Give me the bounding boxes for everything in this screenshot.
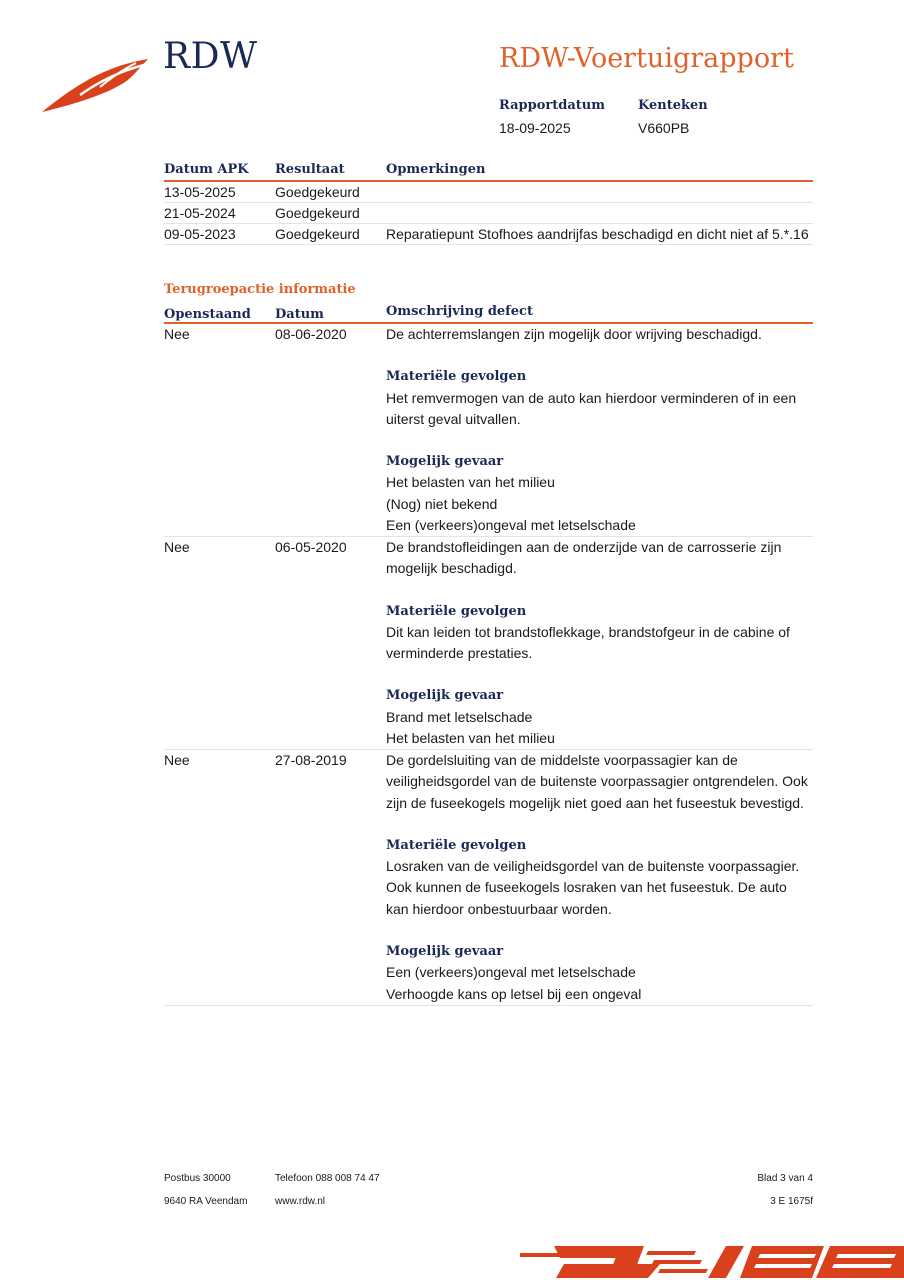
- plate-block: [638, 98, 708, 136]
- apk-result: Goedgekeurd: [275, 184, 360, 200]
- table-row: [164, 324, 813, 537]
- danger-item: Verhoogde kans op letsel bij een ongeval: [386, 985, 642, 1002]
- defect-text: De brandstofleidingen aan de onderzijde van de carrosserie zijn mogelijk beschadigd.: [386, 539, 782, 577]
- recall-description: [386, 324, 813, 536]
- apk-header-date: Datum APK: [164, 162, 249, 177]
- footer-page-number: Blad 3 van 4: [757, 1173, 813, 1184]
- danger-item: Het belasten van het milieu: [386, 474, 555, 491]
- recall-open: Nee: [164, 752, 190, 768]
- logo-text: RDW: [163, 36, 258, 77]
- recall-date: 27-08-2019: [275, 752, 347, 768]
- danger-label: Mogelijk gevaar: [386, 454, 504, 470]
- decorative-stripes-icon: [520, 1244, 904, 1280]
- footer-postbus: Postbus 30000: [164, 1173, 231, 1184]
- apk-date: 21-05-2024: [164, 205, 236, 221]
- recall-description: [386, 750, 813, 1005]
- consequences-label: Materiële gevolgen: [386, 369, 527, 385]
- recall-open: Nee: [164, 326, 190, 342]
- report-date-value: 18-09-2025: [499, 120, 571, 136]
- recall-table-header: [164, 302, 813, 324]
- table-row: [164, 224, 813, 245]
- consequences-text: Losraken van de veiligheidsgordel van de buitenste voorpassagier. Ook kunnen de fuseekogels losraken van het fuseestuk. De auto kan hierdoor onbestuurbaar worden.: [386, 858, 800, 917]
- apk-remark: Reparatiepunt Stofhoes aandrijfas beschadigd en dicht niet af 5.*.16: [386, 226, 809, 242]
- apk-date: 13-05-2025: [164, 184, 236, 200]
- danger-item: Het belasten van het milieu: [386, 730, 555, 747]
- recall-date: 06-05-2020: [275, 539, 347, 555]
- recall-open: Nee: [164, 539, 190, 555]
- footer-phone: Telefoon 088 008 74 47: [275, 1173, 380, 1184]
- footer-city: 9640 RA Veendam: [164, 1196, 248, 1207]
- table-row: [164, 750, 813, 1006]
- consequences-text: Het remvermogen van de auto kan hierdoor verminderen of in een uiterst geval uitvallen.: [386, 389, 797, 427]
- defect-text: De achterremslangen zijn mogelijk door wrijving beschadigd.: [386, 326, 762, 342]
- report-date-label: Rapportdatum: [499, 98, 605, 113]
- apk-header-result: Resultaat: [275, 162, 345, 177]
- consequences-label: Materiële gevolgen: [386, 603, 527, 619]
- defect-text: De gordelsluiting van de middelste voorpassagier kan de veiligheidsgordel van de buitenste voorpassagier ontgrendelen. Ook zijn de fuseekogels mogelijk niet goed aan het fuseestuk bevestigd.: [386, 752, 808, 811]
- recall-date: 08-06-2020: [275, 326, 347, 342]
- danger-item: (Nog) niet bekend: [386, 495, 498, 512]
- table-row: [164, 203, 813, 224]
- danger-item: Brand met letselschade: [386, 708, 533, 725]
- recall-section-title: Terugroepactie informatie: [164, 282, 356, 297]
- recall-table: [164, 302, 813, 1006]
- apk-table: [164, 160, 813, 245]
- plate-value: V660PB: [638, 120, 690, 136]
- danger-label: Mogelijk gevaar: [386, 944, 504, 960]
- recall-header-description: Omschrijving defect: [386, 304, 533, 319]
- apk-result: Goedgekeurd: [275, 205, 360, 221]
- apk-date: 09-05-2023: [164, 226, 236, 242]
- table-row: [164, 537, 813, 750]
- rdw-logo-icon: [40, 55, 150, 115]
- apk-result: Goedgekeurd: [275, 226, 360, 242]
- recall-header-open: Openstaand: [164, 307, 251, 322]
- table-row: [164, 182, 813, 203]
- consequences-label: Materiële gevolgen: [386, 837, 527, 853]
- plate-label: Kenteken: [638, 98, 708, 113]
- recall-header-date: Datum: [275, 307, 324, 322]
- danger-item: Een (verkeers)ongeval met letselschade: [386, 964, 636, 981]
- recall-description: [386, 537, 813, 749]
- report-date-block: [499, 98, 605, 136]
- danger-item: Een (verkeers)ongeval met letselschade: [386, 517, 636, 534]
- consequences-text: Dit kan leiden tot brandstoflekkage, brandstofgeur in de cabine of verminderde prestaties.: [386, 623, 790, 662]
- report-title: RDW-Voertuigrapport: [499, 43, 794, 74]
- apk-table-header: [164, 160, 813, 182]
- apk-header-remarks: Opmerkingen: [386, 162, 486, 177]
- footer-website-link[interactable]: www.rdw.nl: [275, 1196, 326, 1207]
- footer-code: 3 E 1675f: [770, 1196, 813, 1207]
- danger-label: Mogelijk gevaar: [386, 688, 504, 704]
